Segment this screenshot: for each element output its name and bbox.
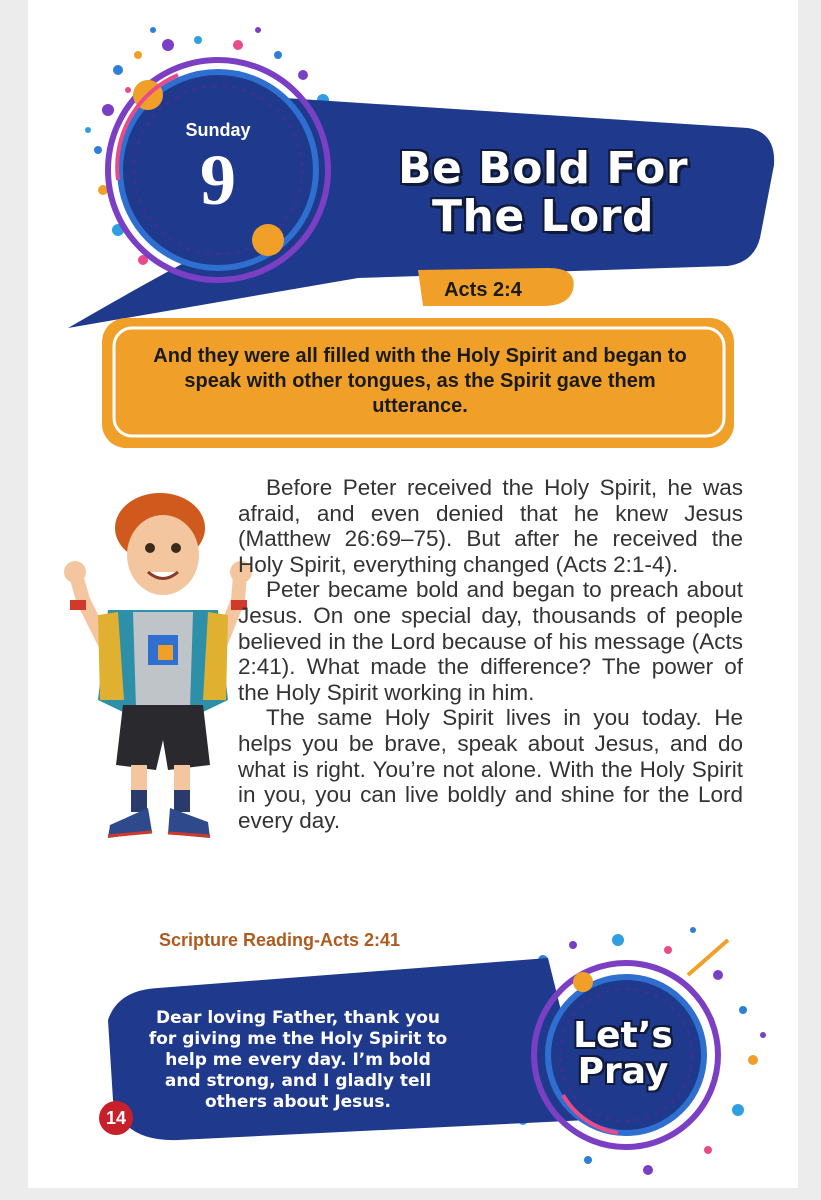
pray-heading-line-2: Pray xyxy=(577,1051,669,1092)
orange-dot xyxy=(252,224,284,256)
devotional-page xyxy=(28,0,798,1188)
devotional-paragraph: Peter became bold and began to preach about Jesus. On one special day, thousands of people believed in the Lord because of his message (Acts 2:41). What made the difference? The power of the Holy Spirit working in him. xyxy=(238,577,743,705)
title-line-1: Be Bold For xyxy=(397,143,689,194)
pray-heading xyxy=(558,1015,688,1092)
pray-heading-line-1: Let’s xyxy=(573,1015,673,1056)
boy-illustration xyxy=(64,493,252,838)
memory-verse-text: And they were all filled with the Holy Spirit and began to speak with other tongues, as the Spirit gave them utterance. xyxy=(153,345,687,417)
scripture-reading: Scripture Reading-Acts 2:41 xyxy=(159,930,401,950)
devotional-paragraph: Before Peter received the Holy Spirit, he was afraid, and even denied that he knew Jesus (Matthew 26:69–75). But after he received the Holy Spirit, everything changed (Acts 2:1-4). xyxy=(238,475,743,577)
page-number-badge: 14 xyxy=(99,1101,133,1135)
day-label: Sunday xyxy=(185,120,251,140)
devotional-text xyxy=(238,475,743,833)
page-title xyxy=(343,145,743,241)
day-number: 9 xyxy=(200,140,236,220)
prayer-text: Dear loving Father, thank you for giving me the Holy Spirit to help me every day. I’m bold and strong, and I gladly tell others about Jesus. xyxy=(148,1008,448,1112)
memory-verse-reference: Acts 2:4 xyxy=(444,279,522,301)
devotional-paragraph: The same Holy Spirit lives in you today. He helps you be brave, speak about Jesus, and do what is right. You’re not alone. With the Holy Spirit in you, you can live boldly and shine for the Lord every day. xyxy=(238,705,743,833)
title-line-2: The Lord xyxy=(432,191,654,242)
